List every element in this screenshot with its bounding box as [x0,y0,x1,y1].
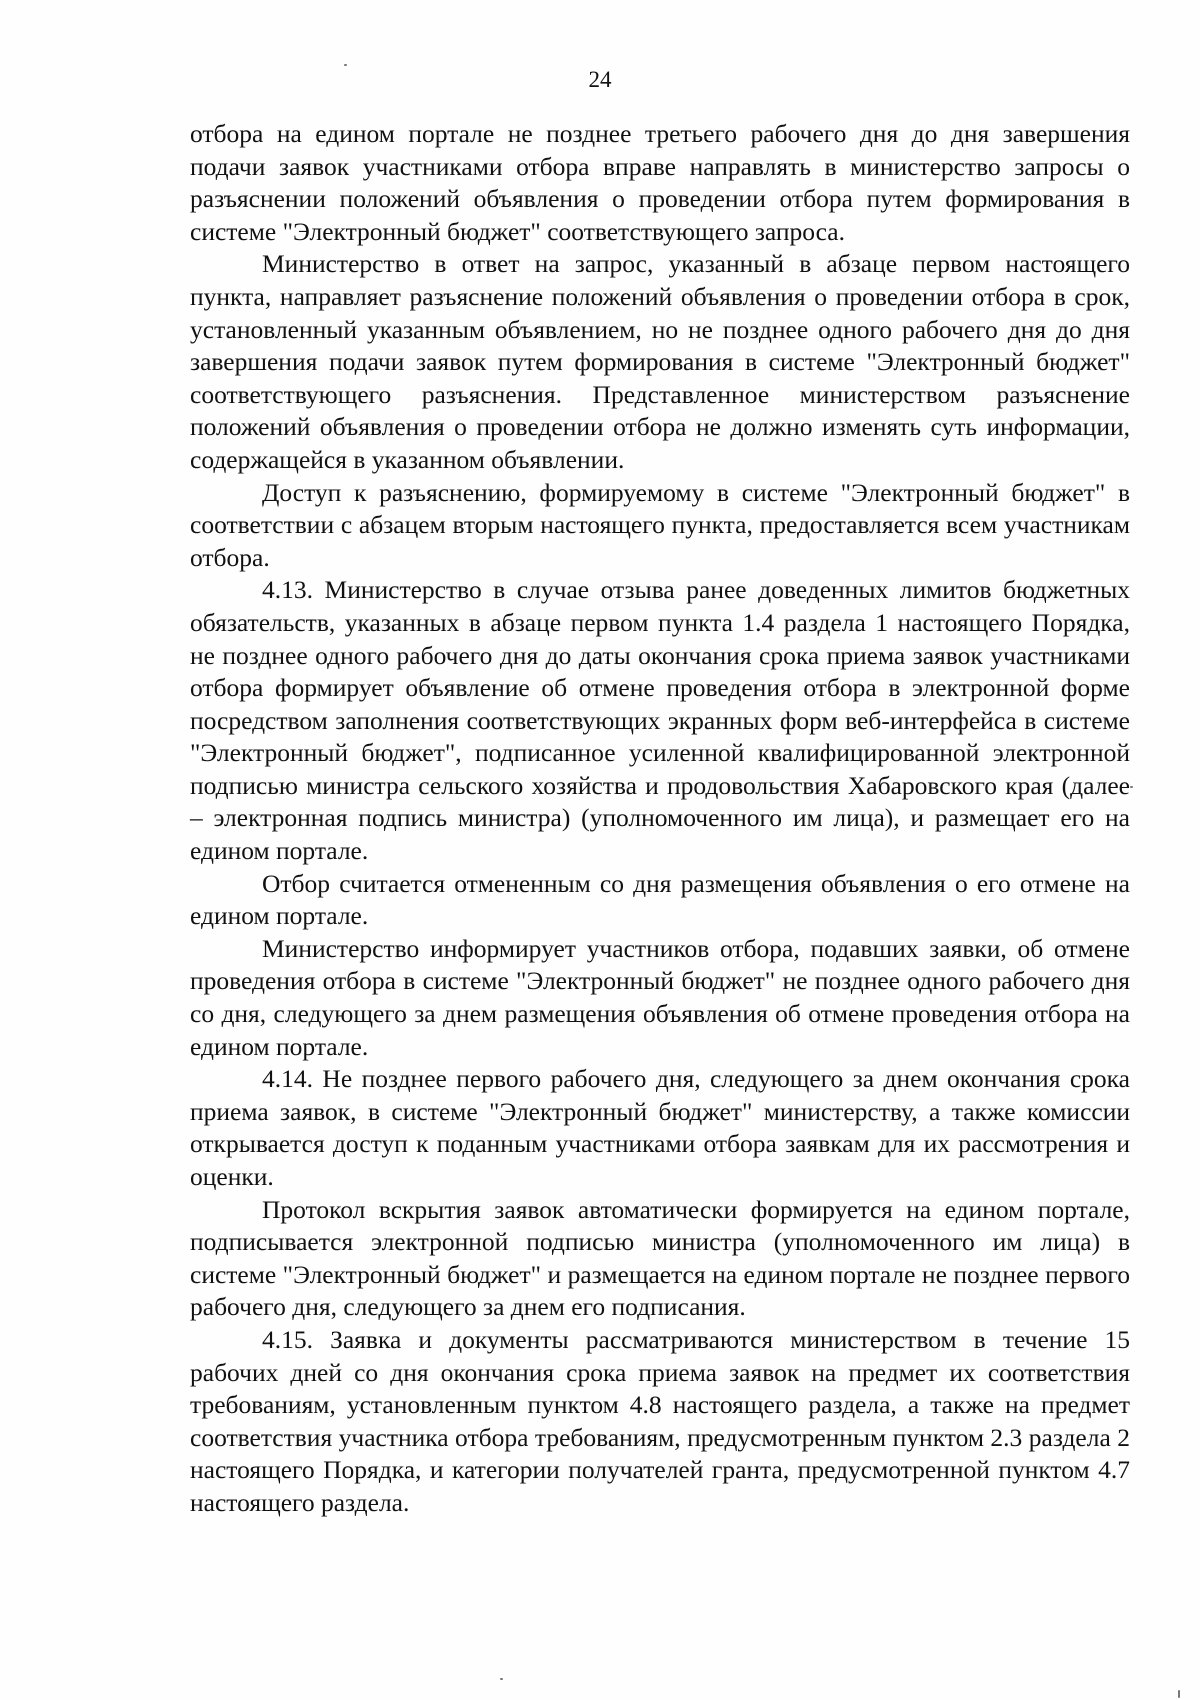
paragraph: Доступ к разъяснению, формируемому в системе "Электронный бюджет" в соответствии с абзацем вторым настоящего пункта, предоставляется всем участникам отбора. [190,477,1130,572]
scan-speck [344,64,347,66]
document-body [190,118,1130,1520]
paragraph: Протокол вскрытия заявок автоматически формируется на едином портале, подписывается электронной подписью министра (уполномоченного им лица) в системе "Электронный бюджет" и размещается на едином портале не позднее первого рабочего дня, следующего за днем его подписания. [190,1194,1130,1322]
paragraph: 4.15. Заявка и документы рассматриваются министерством в течение 15 рабочих дней со дня окончания срока приема заявок на предмет их соответствия требованиям, установленным пунктом 4.8 настоящего раздела, а также на предмет соответствия участника отбора требованиям, предусмотренным пунктом 2.3 раздела 2 настоящего Порядка, и категории получателей гранта, предусмотренной пунктом 4.7 настоящего раздела. [190,1324,1130,1517]
paragraph: 4.13. Министерство в случае отзыва ранее доведенных лимитов бюджетных обязательств, указанных в абзаце первом пункта 1.4 раздела 1 настоящего Порядка, не позднее одного рабочего дня до даты окончания срока приема заявок участниками отбора формирует объявление об отмене проведения отбора в электронной форме посредством заполнения соответствующих экранных форм веб-интерфейса в системе "Электронный бюджет", подписанное усиленной квалифицированной электронной подписью министра сельского хозяйства и продовольствия Хабаровского края (далее – электронная подпись министра) (уполномоченного им лица), и размещает его на едином портале. [190,575,1130,866]
page-number: 24 [588,67,612,92]
paragraph: Отбор считается отмененным со дня размещения объявления о его отмене на едином портале. [190,868,1130,931]
scan-speck [500,1678,503,1680]
scan-speck [1178,1690,1180,1698]
paragraph: 4.14. Не позднее первого рабочего дня, следующего за днем окончания срока приема заявок, в системе "Электронный бюджет" министерству, а также комиссии открывается доступ к поданным участниками отбора заявкам для их рассмотрения и оценки. [190,1064,1130,1191]
paragraph: отбора на едином портале не позднее третьего рабочего дня до дня завершения подачи заявок участниками отбора вправе направлять в министерство запросы о разъяснении положений объявления о проведении отбора путем формирования в системе "Электронный бюджет" соответствующего запроса. [190,119,1130,246]
scan-speck [1130,786,1133,788]
paragraph: Министерство информирует участников отбора, подавших заявки, об отмене проведения отбора в системе "Электронный бюджет" не позднее одного рабочего дня со дня, следующего за днем размещения объявления об отмене проведения отбора на едином портале. [190,933,1130,1061]
paragraph: Министерство в ответ на запрос, указанный в абзаце первом настоящего пункта, направляет разъяснение положений объявления о проведении отбора в срок, установленный указанным объявлением, но не позднее одного рабочего дня до дня завершения подачи заявок путем формирования в системе "Электронный бюджет" соответствующего разъяснения. Представленное министерством разъяснение положений объявления о проведении отбора не должно изменять суть информации, содержащейся в указанном объявлении. [190,249,1130,474]
